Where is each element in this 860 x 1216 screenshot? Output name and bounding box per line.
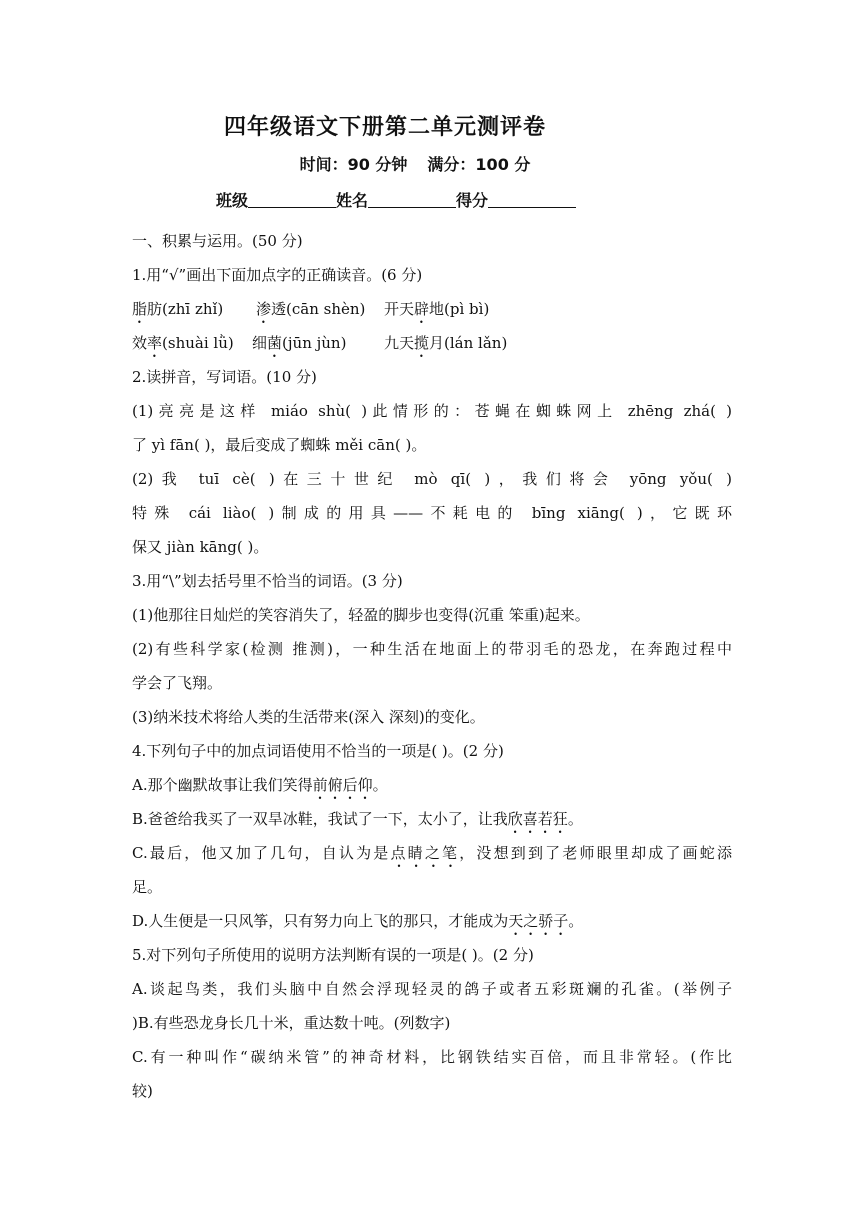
pinyin-item: 开天辟地(pì bì) bbox=[384, 292, 489, 327]
question-3-item-3: (3)纳米技术将给人类的生活带来(深入 深刻)的变化。 bbox=[132, 708, 485, 726]
question-5-prompt: 5.对下列句子所使用的说明方法判断有误的一项是( )。(2 分) bbox=[132, 946, 534, 964]
dotted-char: 率 bbox=[147, 334, 163, 352]
pinyin-item: 九天揽月(lán lǎn) bbox=[384, 326, 507, 361]
question-4-option-d: D.人生便是一只风筝，只有努力向上飞的那只，才能成为天之骄子。 bbox=[132, 912, 584, 930]
dotted-phrase: 欣喜若狂 bbox=[507, 810, 568, 828]
question-4-option-c-line-1: C.最后，他又加了几句，自认为是点睛之笔，没想到到了老师眼里却成了画蛇添 bbox=[132, 844, 732, 862]
question-4-prompt: 4.下列句子中的加点词语使用不恰当的一项是( )。(2 分) bbox=[132, 742, 504, 760]
question-3-item-1: (1)他那往日灿烂的笑容消失了，轻盈的脚步也变得(沉重 笨重)起来。 bbox=[132, 606, 590, 624]
dotted-char: 辟 bbox=[414, 300, 430, 318]
question-4-option-b: B.爸爸给我买了一双旱冰鞋，我试了一下，太小了，让我欣喜若狂。 bbox=[132, 810, 583, 828]
exam-meta bbox=[0, 152, 860, 175]
question-2-part-1-line-1: (1)亮亮是这样 miáo shù( )此情形的：苍蝇在蜘蛛网上 zhēng zhá( ) bbox=[132, 402, 732, 420]
question-1-row-1 bbox=[132, 292, 732, 326]
question-5-option-a: A.谈起鸟类，我们头脑中自然会浮现轻灵的鸽子或者五彩斑斓的孔雀。(举例子 bbox=[132, 980, 732, 998]
dotted-char: 渗 bbox=[256, 300, 272, 318]
class-label: 班级 bbox=[216, 191, 249, 210]
question-4-option-c-line-2: 足。 bbox=[132, 878, 163, 896]
name-label: 姓名 bbox=[336, 191, 369, 210]
dotted-phrase: 点睛之笔 bbox=[390, 844, 460, 862]
question-3-prompt: 3.用“\”划去括号里不恰当的词语。(3 分) bbox=[132, 572, 403, 590]
score-total-label: 满分：100 分 bbox=[427, 155, 531, 174]
dotted-char: 揽 bbox=[414, 334, 430, 352]
question-5-option-b: )B.有些恐龙身长几十米，重达数十吨。(列数字) bbox=[132, 1014, 451, 1032]
dotted-phrase: 天之骄子 bbox=[508, 912, 569, 930]
question-1-prompt: 1.用“√”画出下面加点字的正确读音。(6 分) bbox=[132, 266, 423, 284]
pinyin-item: 细菌(jūn jùn) bbox=[252, 326, 384, 361]
dotted-char: 脂 bbox=[132, 300, 148, 318]
question-4-option-a: A.那个幽默故事让我们笑得前俯后仰。 bbox=[132, 776, 388, 794]
page-title: 四年级语文下册第二单元测评卷 bbox=[223, 115, 546, 140]
section-heading: 一、积累与运用。(50 分) bbox=[132, 232, 303, 250]
question-5-option-c-line-2: 较) bbox=[132, 1082, 153, 1100]
dotted-char: 菌 bbox=[267, 334, 283, 352]
question-2-part-2-line-3: 保又 jiàn kāng( )。 bbox=[132, 538, 269, 556]
time-label: 时间：90 分钟 bbox=[299, 155, 408, 174]
question-2-part-2-line-1: (2)我 tuī cè( )在三十世纪 mò qī( )，我们将会 yōng yǒu( ) bbox=[132, 470, 732, 488]
student-info bbox=[216, 188, 576, 211]
question-3-item-2-line-1: (2)有些科学家(检测 推测)，一种生活在地面上的带羽毛的恐龙，在奔跑过程中 bbox=[132, 640, 732, 658]
pinyin-item: 效率(shuài lǜ) bbox=[132, 326, 252, 361]
exam-content bbox=[132, 224, 732, 1108]
pinyin-item: 渗透(cān shèn) bbox=[256, 292, 384, 327]
name-blank bbox=[368, 189, 456, 208]
question-5-option-c-line-1: C.有一种叫作“碳纳米管”的神奇材料，比钢铁结实百倍，而且非常轻。(作比 bbox=[132, 1048, 732, 1066]
score-blank bbox=[488, 189, 576, 208]
question-2-part-1-line-2: 了 yì fān( )，最后变成了蜘蛛 měi cān( )。 bbox=[132, 436, 427, 454]
question-1-row-2 bbox=[132, 326, 732, 360]
dotted-phrase: 前俯后仰 bbox=[312, 776, 373, 794]
score-label: 得分 bbox=[456, 191, 489, 210]
class-blank bbox=[248, 189, 336, 208]
pinyin-item: 脂肪(zhī zhǐ) bbox=[132, 292, 256, 327]
question-2-part-2-line-2: 特殊 cái liào( )制成的用具——不耗电的 bīng xiāng( )，它既环 bbox=[132, 504, 732, 522]
question-2-prompt: 2.读拼音，写词语。(10 分) bbox=[132, 368, 317, 386]
question-3-item-2-line-2: 学会了飞翔。 bbox=[132, 674, 223, 692]
